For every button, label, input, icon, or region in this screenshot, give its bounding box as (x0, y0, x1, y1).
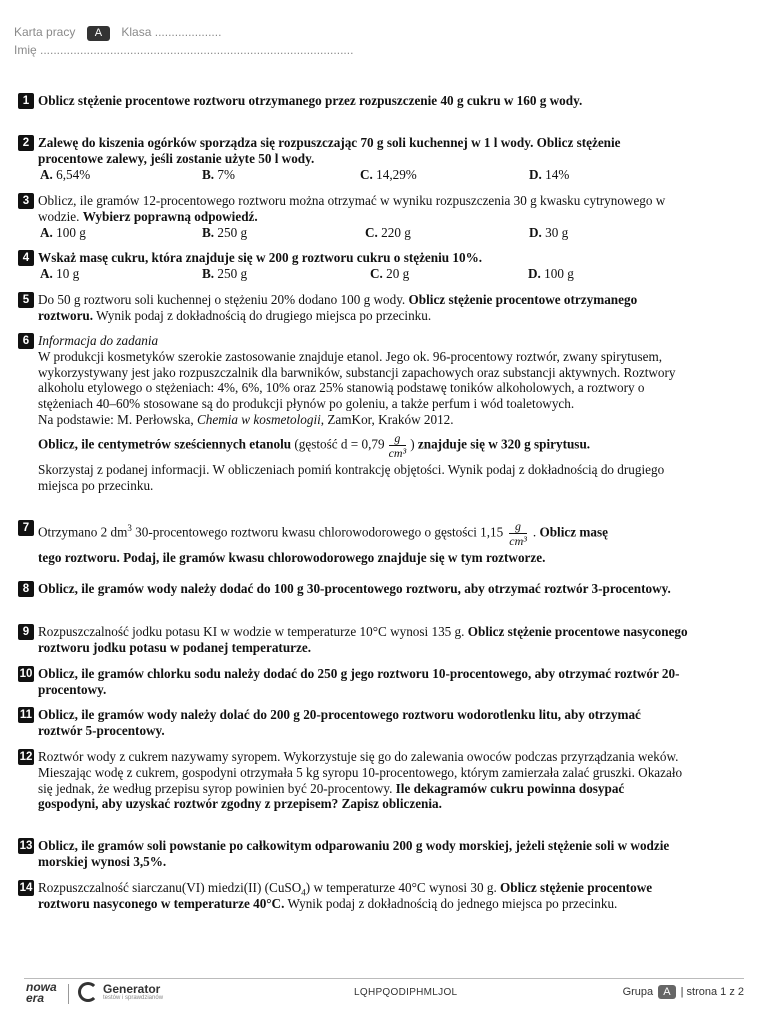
question-number: 13 (19, 840, 33, 852)
answer-option[interactable]: C. 14,29% (360, 166, 417, 182)
question-1 (18, 93, 688, 109)
question-8 (18, 581, 688, 597)
answer-option[interactable]: D. 100 g (528, 265, 574, 281)
question-9 (18, 624, 688, 656)
question-number: 1 (18, 93, 34, 109)
question-text: Rozpuszczalność jodku potasu KI w wodzie w temperaturze 10°C wynosi 135 g. Oblicz stężenie procentowe nasyconego roztworu jodku potasu w podanej temperaturze. (38, 624, 688, 655)
question-number: 6 (18, 333, 34, 349)
generator-g-icon (78, 982, 98, 1002)
footer-divider (24, 978, 744, 979)
info-title: Informacja do zadania (38, 333, 159, 348)
answer-options (40, 167, 688, 183)
density-unit-fraction: $\frac{g}{\text{cm³}}$ (388, 430, 407, 460)
question-number: 8 (18, 581, 34, 597)
question-text: Zalewę do kiszenia ogórków sporządza się rozpuszczając 70 g soli kuchennej w 1 l wody. Oblicz stężenie procentowe zalewy, jeśli zostanie użyte 50 l wody. (38, 135, 621, 166)
info-source: Na podstawie: M. Perłowska, Chemia w kosmetologii, ZamKor, Kraków 2012. (38, 411, 454, 427)
question-text: Oblicz, ile gramów wody należy dodać do 100 g 30-procentowego roztworu, aby otrzymać roztwór 3-procentowy. (38, 581, 671, 596)
question-text: Oblicz, ile gramów chlorku sodu należy dodać do 250 g jego roztworu 10-procentowego, aby otrzymać roztwór 20-procentowy. (38, 666, 680, 697)
question-6 (18, 333, 688, 493)
page-info: Grupa A | strona 1 z 2 (622, 986, 744, 998)
answer-option[interactable]: C. 20 g (370, 265, 410, 281)
question-text: Rozpuszczalność siarczanu(VI) miedzi(II) (CuSO$_4$) w temperaturze 40°C wynosi 30 g. Oblicz stężenie procentowe roztworu nasyconego w temperaturze 40°C. Wynik podaj z dokładnością do jednego miejsca po przecinku. (38, 880, 653, 911)
question-2 (18, 135, 688, 183)
answer-options (40, 266, 688, 282)
question-text: Oblicz stężenie procentowe roztworu otrzymanego przez rozpuszczenie 40 g cukru w 160 g wody. (38, 93, 583, 108)
question-text: Oblicz, ile gramów 12-procentowego roztworu można otrzymać w wyniku rozpuszczenia 30 g kwasku cytrynowego w wodzie. Wybierz poprawną odpowiedź. (38, 193, 666, 224)
answer-option[interactable]: D. 14% (529, 166, 570, 182)
info-text: W produkcji kosmetyków szerokie zastosowanie znajduje etanol. Jego ok. 96-procentowy roztwór, zwany spirytusem, wykorzystywany jest jako rozpuszczalnik dla barwników, substancji zapachowych oraz substancji aktywnych. Roztwory alkoholu etylowego o stężeniach: 4%, 6%, 10% oraz 25% stanowią podstawę toników alkoholowych, a roztwory o stężeniach 40–60% stosowane są do produkcji płynów po goleniu, a także perfum i wód toaletowych. (38, 348, 676, 412)
question-7 (18, 520, 688, 566)
question-number: 2 (18, 135, 34, 151)
question-text: Otrzymano 2 $dm^3$ 30-procentowego roztworu kwasu chlorowodorowego o gęstości 1,15 $\frac{g}{\text{cm³}}$ . Oblicz masę tego roztworu. Podaj, ile gramów kwasu chlorowodorowego znajduje się w tym roztworze. (38, 519, 608, 565)
worksheet-code: LQHPQODIPHMLJOL (354, 987, 458, 998)
answer-option[interactable]: B. 7% (202, 166, 235, 182)
question-text: Do 50 g roztworu soli kuchennej o stężeniu 20% dodano 100 g wody. Oblicz stężenie procentowe otrzymanego roztworu. Wynik podaj z dokładnością do drugiego miejsca po przecinku. (38, 292, 638, 323)
nowa-era-logo: nowa era (26, 980, 57, 1005)
question-number: 9 (18, 624, 34, 640)
answer-option[interactable]: C. 220 g (365, 224, 411, 240)
question-number: 12 (19, 751, 33, 763)
question-number: 4 (18, 250, 34, 266)
question-text (38, 333, 688, 493)
answer-options (40, 225, 688, 241)
question-text: Oblicz, ile gramów soli powstanie po całkowitym odparowaniu 200 g wody morskiej, jeżeli stężenie soli w wodzie morskiej wynosi 3,5%. (38, 838, 670, 869)
question-14 (18, 880, 688, 912)
question-number: 14 (19, 882, 33, 894)
question-13 (18, 838, 688, 870)
answer-option[interactable]: B. 250 g (202, 265, 248, 281)
task-note: Skorzystaj z podanej informacji. W obliczeniach pomiń kontrakcję objętości. Wynik podaj z dokładnością do drugiego miejsca po przecinku. (38, 461, 665, 493)
answer-option[interactable]: A. 100 g (40, 224, 86, 240)
question-12 (18, 749, 688, 812)
question-11 (18, 707, 688, 739)
answer-option[interactable]: D. 30 g (529, 224, 569, 240)
question-number: 5 (18, 292, 34, 308)
answer-option[interactable]: B. 250 g (202, 224, 248, 240)
question-text: Roztwór wody z cukrem nazywamy syropem. Wykorzystuje się go do zalewania owoców podczas przyrządzania weków. Mieszając wodę z cukrem, gospodyni otrzymała 5 kg syropu 10-procentowego, którym zamierzała zalać gruszki. Okazało się jednak, że według przepisu syrop powinien być 20-procentowy. Ile dekagramów cukru powinna dosypać gospodyni, aby uzyskać roztwór zgodny z przepisem? Zapisz obliczenia. (38, 749, 683, 812)
question-instruction: Wybierz poprawną odpowiedź. (82, 208, 258, 224)
task-line: Oblicz, ile centymetrów sześciennych etanolu (gęstość d = 0,79 $\frac{g}{\text{cm³}}$ ) znajduje się w 320 g spirytusu. (38, 430, 591, 460)
footer-logo-separator (68, 984, 69, 1004)
answer-option[interactable]: A. 6,54% (40, 166, 91, 182)
class-field: Klasa .................... (121, 25, 222, 39)
name-field: Imię .............................................................................................. (14, 43, 354, 57)
group-badge: A (87, 26, 110, 41)
question-text: Wskaż masę cukru, która znajduje się w 200 g roztworu cukru o stężeniu 10%. (38, 250, 483, 265)
question-text: Oblicz, ile gramów wody należy dolać do 200 g 20-procentowego roztworu wodorotlenku litu, aby otrzymać roztwór 5-procentowy. (38, 707, 641, 738)
question-10 (18, 666, 688, 698)
question-4 (18, 250, 688, 282)
answer-option[interactable]: A. 10 g (40, 265, 80, 281)
worksheet-label: Karta pracy (14, 25, 76, 39)
worksheet-header (14, 25, 221, 41)
density-unit-fraction: $\frac{g}{\text{cm³}}$ (509, 519, 527, 548)
question-number: 10 (19, 668, 33, 680)
question-5 (18, 292, 688, 324)
question-number: 3 (18, 193, 34, 209)
question-number: 11 (19, 709, 33, 721)
question-3 (18, 193, 688, 241)
question-number: 7 (18, 520, 34, 536)
footer-group-badge: A (658, 985, 675, 999)
